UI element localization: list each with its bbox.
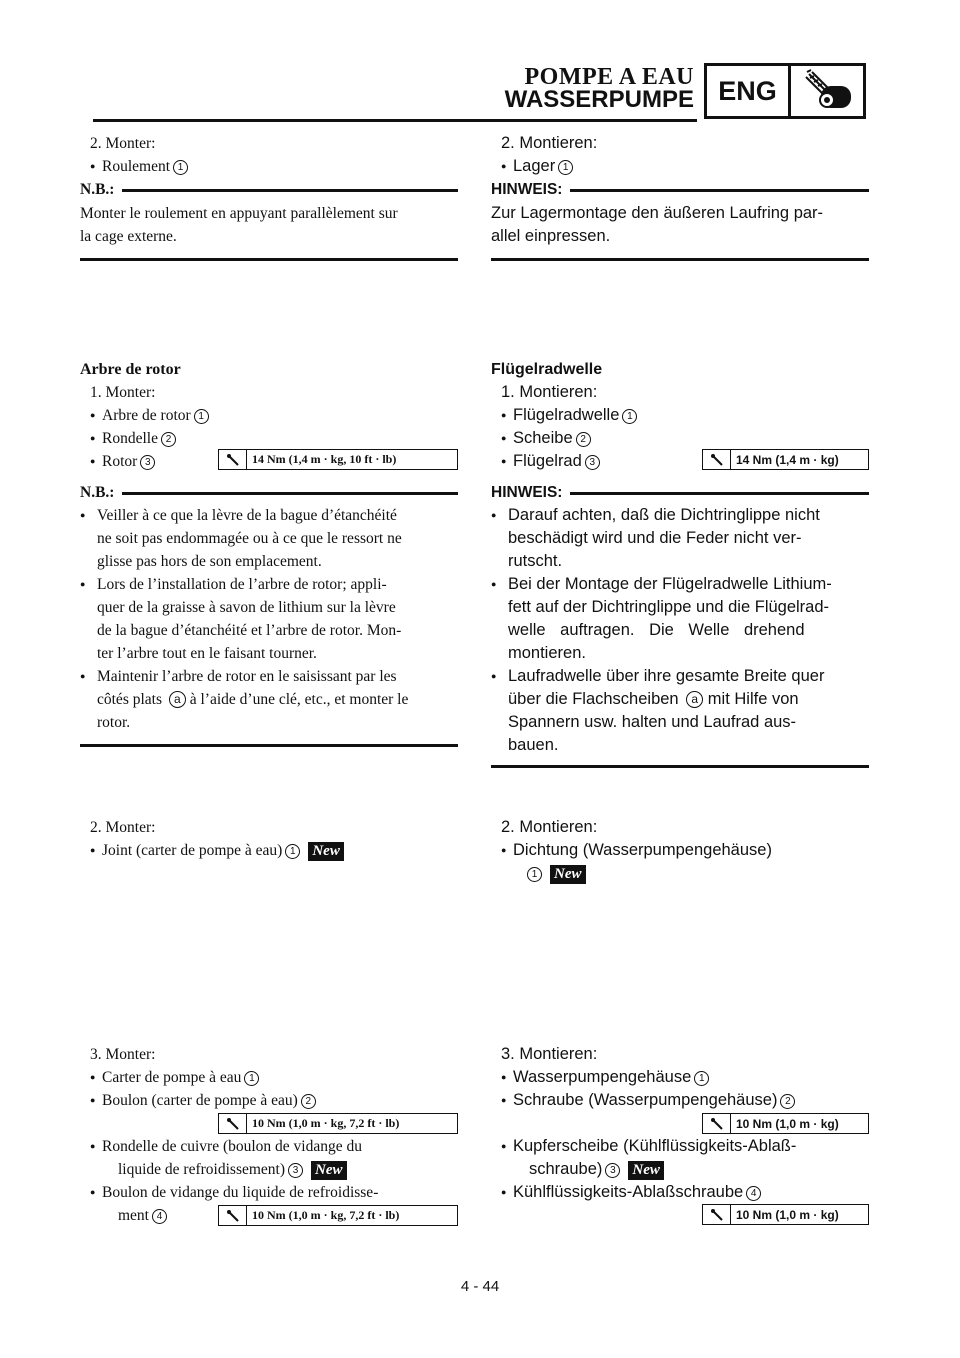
list-item [491, 839, 869, 862]
note-rule [122, 492, 458, 495]
torque-wrench-icon [703, 450, 731, 469]
torque-value: 10 Nm (1,0 m · kg) [736, 1116, 839, 1131]
note-label: HINWEIS: [491, 181, 563, 198]
step-label: 3. Montieren: [501, 1045, 598, 1063]
note-text: ter l’arbre tout en le faisant tourner. [97, 645, 317, 662]
item-text: Schraube (Wasserpumpengehäuse) [513, 1091, 778, 1109]
item-text: Wasserpumpengehäuse [513, 1068, 692, 1086]
callout-1: 1 [244, 1071, 259, 1086]
note-text: Monter le roulement en appuyant parallèlement sur [80, 205, 398, 222]
note-text: ne soit pas endommagée ou à ce que le ressort ne [97, 530, 402, 547]
callout-3: 3 [605, 1163, 620, 1178]
note-text: Bei der Montage der Flügelradwelle Lithium- [508, 575, 832, 593]
header-title-de: WASSERPUMPE [504, 86, 694, 113]
de-step-gasket [491, 816, 869, 885]
de-step-housing-2 [491, 1135, 869, 1204]
item-text: schraube) [529, 1160, 603, 1178]
list-item [80, 839, 458, 862]
new-part-badge: New [550, 865, 586, 884]
callout-2: 2 [780, 1094, 795, 1109]
item-text: Boulon (carter de pompe à eau) [102, 1092, 298, 1109]
item-text: Joint (carter de pompe à eau) [102, 842, 283, 859]
note-text: Lors de l’installation de l’arbre de rotor; appli- [97, 576, 387, 593]
callout-a: a [169, 691, 186, 708]
list-item [80, 1181, 458, 1204]
section-badge [704, 63, 866, 119]
header-title-fr: POMPE A EAU [524, 64, 694, 90]
new-part-badge: New [311, 1161, 347, 1180]
item-text: Carter de pompe à eau [102, 1069, 242, 1086]
list-item [80, 1066, 458, 1089]
callout-4: 4 [746, 1186, 761, 1201]
list-item [491, 1089, 869, 1112]
torque-wrench-icon [703, 1205, 731, 1224]
torque-value: 10 Nm (1,0 m · kg) [736, 1207, 839, 1222]
note-text: montieren. [508, 644, 586, 662]
section-title: Flügelradwelle [491, 361, 603, 378]
callout-3: 3 [288, 1163, 303, 1178]
list-item [491, 427, 869, 450]
fr-step-housing [80, 1043, 458, 1112]
list-item [80, 427, 458, 450]
item-text: Lager [513, 157, 556, 175]
step-label: 2. Montieren: [501, 134, 598, 152]
note-rule [122, 189, 458, 192]
callout-1: 1 [694, 1071, 709, 1086]
note-text: la cage externe. [80, 228, 177, 245]
note-heading [491, 482, 869, 504]
callout-1: 1 [558, 160, 573, 175]
note-text: Veiller à ce que la lèvre de la bague d’étanchéité [97, 507, 397, 524]
new-part-badge: New [628, 1161, 664, 1180]
note-text: allel einpressen. [491, 227, 611, 245]
note-text [491, 688, 869, 711]
note-text: Maintenir l’arbre de rotor en le saisissant par les [97, 668, 397, 685]
note-text: glisse pas hors de son emplacement. [97, 553, 322, 570]
note-end-rule [80, 744, 458, 747]
step-label: 3. Monter: [90, 1046, 156, 1063]
list-item [491, 1181, 869, 1204]
de-step-bearing [491, 132, 869, 178]
note-text [80, 688, 458, 711]
note-rule [570, 492, 869, 495]
note-end-rule [491, 765, 869, 768]
note-text: Laufradwelle über ihre gesamte Breite quer [508, 667, 825, 685]
list-item [80, 1135, 458, 1158]
callout-4: 4 [152, 1209, 167, 1224]
note-bullet [491, 573, 869, 596]
torque-spec [702, 1113, 869, 1134]
callout-2: 2 [301, 1094, 316, 1109]
note-text: Spannern usw. halten und Laufrad aus- [508, 713, 797, 731]
item-text: Rondelle [102, 430, 158, 447]
note-label: HINWEIS: [491, 484, 563, 501]
note-text-part: mit Hilfe von [707, 690, 799, 708]
callout-a: a [686, 691, 703, 708]
step-label: 1. Monter: [90, 384, 156, 401]
callout-1: 1 [285, 844, 300, 859]
callout-2: 2 [161, 432, 176, 447]
fr-step-gasket [80, 816, 458, 862]
item-text: Scheibe [513, 429, 573, 447]
note-label: N.B.: [80, 181, 115, 198]
torque-wrench-icon [703, 1114, 731, 1133]
list-item-cont [491, 1158, 869, 1181]
note-text-part: à l’aide d’une clé, etc., et monter le [189, 691, 409, 708]
fr-note-2 [80, 482, 458, 747]
list-item [491, 155, 869, 178]
note-text: welle auftragen. Die Welle drehend [508, 621, 805, 639]
list-item [80, 1089, 458, 1112]
note-heading [80, 179, 458, 201]
callout-3: 3 [585, 455, 600, 470]
note-text-part: côtés plats [97, 691, 162, 708]
note-bullet [491, 504, 869, 527]
note-label: N.B.: [80, 484, 115, 501]
header-rule [93, 119, 697, 122]
note-text: beschädigt wird und die Feder nicht ver- [508, 529, 802, 547]
list-item [491, 1135, 869, 1158]
section-title: Arbre de rotor [80, 361, 181, 378]
note-text: bauen. [508, 736, 559, 754]
note-bullet [80, 665, 458, 688]
note-text: de la bague d’étanchéité et l’arbre de rotor. Mon- [97, 622, 402, 639]
fr-note-1 [80, 179, 458, 261]
item-text: Rondelle de cuivre (boulon de vidange du [102, 1138, 362, 1155]
callout-1: 1 [194, 409, 209, 424]
spring-wrench-icon [791, 66, 863, 116]
item-text: Roulement [102, 158, 171, 175]
note-end-rule [80, 258, 458, 261]
list-item-cont [491, 862, 869, 885]
callout-1: 1 [622, 409, 637, 424]
note-text: fett auf der Dichtringlippe und die Flügelrad- [508, 598, 830, 616]
note-end-rule [491, 258, 869, 261]
torque-wrench-icon [219, 1206, 247, 1225]
new-part-badge: New [308, 842, 344, 861]
item-text: liquide de refroidissement) [118, 1161, 286, 1178]
note-text: Zur Lagermontage den äußeren Laufring par- [491, 204, 824, 222]
torque-value: 14 Nm (1,4 m · kg, 10 ft · lb) [252, 452, 397, 466]
de-note-2 [491, 482, 869, 768]
callout-3: 3 [140, 455, 155, 470]
torque-spec [702, 449, 869, 470]
torque-wrench-icon [219, 1114, 247, 1133]
note-text: Darauf achten, daß die Dichtringlippe nicht [508, 506, 820, 524]
list-item-cont [80, 1158, 458, 1181]
item-text: Dichtung (Wasserpumpengehäuse) [513, 841, 772, 859]
step-label: 2. Montieren: [501, 818, 598, 836]
torque-value: 10 Nm (1,0 m · kg, 7,2 ft · lb) [252, 1208, 400, 1222]
item-text: Rotor [102, 453, 138, 470]
item-text: Boulon de vidange du liquide de refroidisse- [102, 1184, 379, 1201]
torque-spec [218, 1113, 458, 1134]
item-text: Flügelradwelle [513, 406, 620, 424]
note-heading [80, 482, 458, 504]
item-text: Kühlflüssigkeits-Ablaßschraube [513, 1183, 744, 1201]
torque-spec [218, 449, 458, 470]
fr-step-bearing [80, 132, 458, 178]
note-bullet [80, 504, 458, 527]
list-item [80, 155, 458, 178]
step-label: 1. Montieren: [501, 383, 598, 401]
note-bullet [80, 573, 458, 596]
page-number: 4 - 44 [460, 1278, 500, 1295]
item-text: Arbre de rotor [102, 407, 191, 424]
step-label: 2. Monter: [90, 819, 156, 836]
torque-spec [702, 1204, 869, 1225]
note-text-part: über die Flachscheiben [508, 690, 679, 708]
note-text: rutscht. [508, 552, 563, 570]
list-item [491, 404, 869, 427]
list-item [491, 1066, 869, 1089]
item-text: Kupferscheibe (Kühlflüssigkeits-Ablaß- [513, 1137, 797, 1155]
note-heading [491, 179, 869, 201]
callout-2: 2 [576, 432, 591, 447]
torque-wrench-icon [219, 450, 247, 469]
de-note-1 [491, 179, 869, 261]
note-bullet [491, 665, 869, 688]
callout-1: 1 [173, 160, 188, 175]
eng-label: ENG [707, 66, 791, 116]
item-text: ment [118, 1207, 149, 1224]
torque-value: 10 Nm (1,0 m · kg, 7,2 ft · lb) [252, 1116, 400, 1130]
item-text: Flügelrad [513, 452, 582, 470]
list-item [80, 404, 458, 427]
callout-1: 1 [527, 867, 542, 882]
step-label: 2. Monter: [90, 135, 156, 152]
note-rule [570, 189, 869, 192]
torque-spec [218, 1205, 458, 1226]
note-text: rotor. [97, 714, 131, 731]
torque-value: 14 Nm (1,4 m · kg) [736, 452, 839, 467]
note-text: quer de la graisse à savon de lithium sur la lèvre [97, 599, 396, 616]
de-step-housing [491, 1043, 869, 1112]
